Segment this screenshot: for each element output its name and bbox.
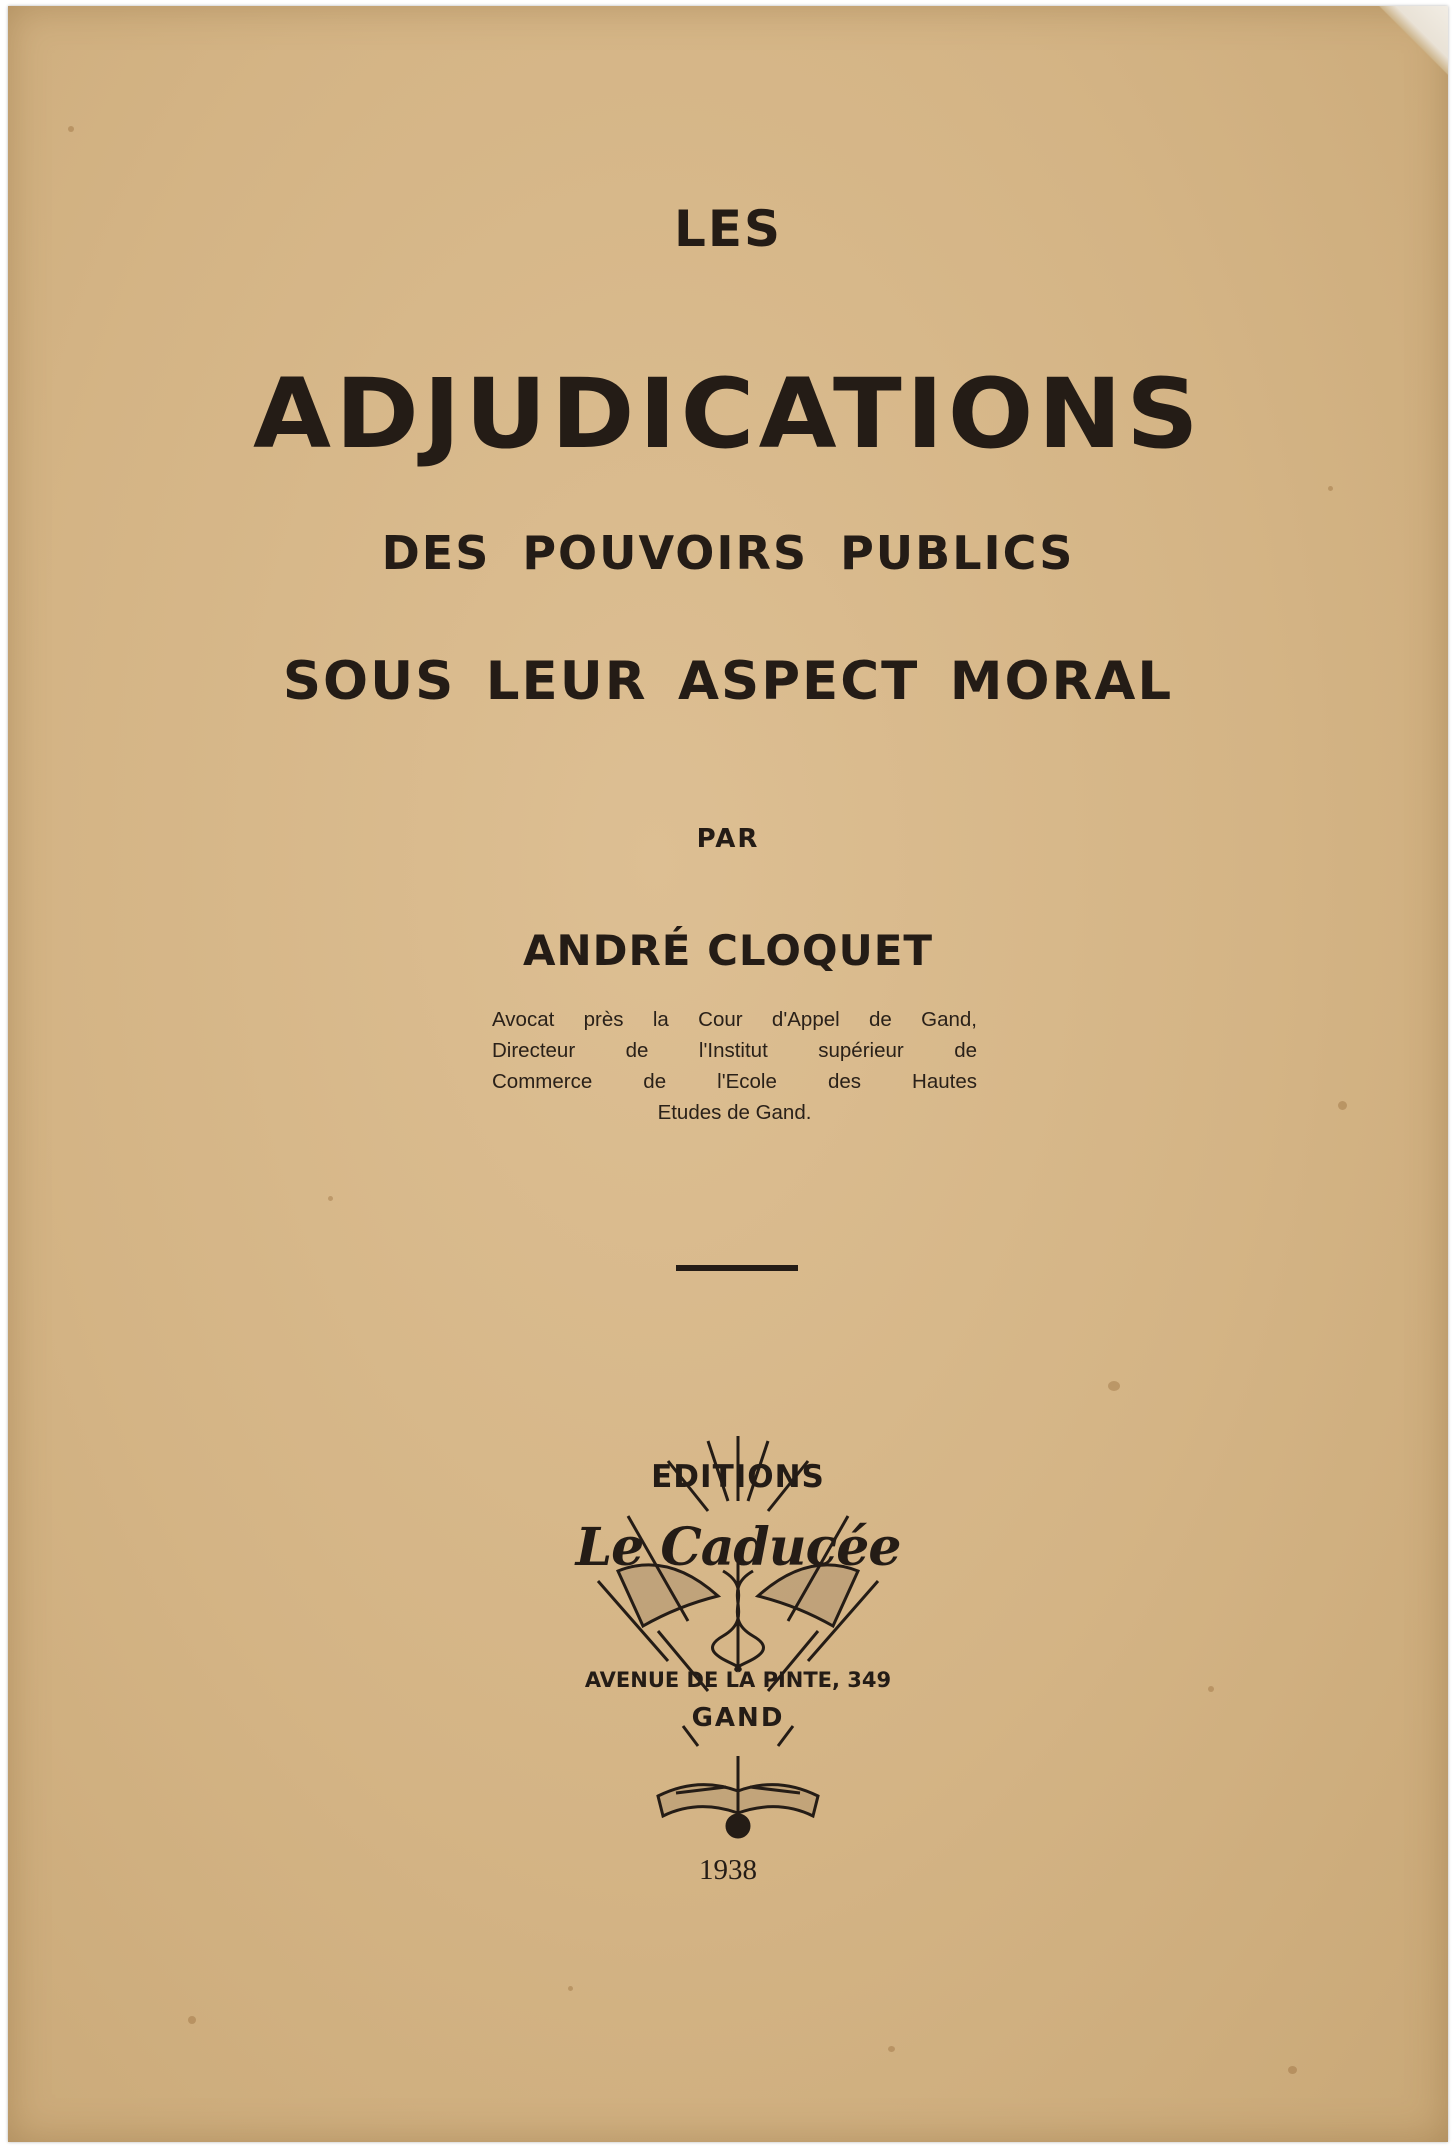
divider-rule xyxy=(676,1265,798,1271)
book-cover xyxy=(8,6,1448,2142)
publisher-emblem xyxy=(558,1421,918,1851)
publisher-label: EDITIONS xyxy=(651,1459,825,1495)
torn-corner xyxy=(1378,6,1448,76)
publisher-city: GAND xyxy=(691,1703,785,1733)
foxing-spot xyxy=(1108,1381,1120,1391)
foxing-spot xyxy=(888,2046,895,2052)
credential-line: Commerce de l'Ecole des Hautes xyxy=(492,1070,977,1093)
credential-line: Avocat près la Cour d'Appel de Gand, xyxy=(492,1008,977,1031)
foxing-spot xyxy=(1338,1101,1347,1110)
credential-line: Etudes de Gand. xyxy=(657,1101,812,1124)
author-credentials xyxy=(492,1004,977,1128)
foxing-spot xyxy=(568,1986,573,1991)
credential-line: Directeur de l'Institut supérieur de xyxy=(492,1039,977,1062)
foxing-spot xyxy=(1328,486,1333,491)
main-title: ADJUDICATIONS xyxy=(253,358,1203,470)
by-line: PAR xyxy=(696,824,760,854)
foxing-spot xyxy=(1208,1686,1214,1692)
author-name: ANDRÉ CLOQUET xyxy=(522,926,934,975)
subtitle-line-2: SOUS LEUR ASPECT MORAL xyxy=(282,651,1174,712)
publication-year: 1938 xyxy=(699,1854,757,1886)
foxing-spot xyxy=(328,1196,333,1201)
foxing-spot xyxy=(1288,2066,1297,2074)
foxing-spot xyxy=(188,2016,196,2024)
publisher-name: Le Caducée xyxy=(575,1517,901,1578)
subtitle-line-1: DES POUVOIRS PUBLICS xyxy=(381,526,1075,580)
publisher-address: AVENUE DE LA PINTE, 349 xyxy=(584,1668,892,1692)
foxing-spot xyxy=(68,126,74,132)
title-article: LES xyxy=(673,200,783,258)
